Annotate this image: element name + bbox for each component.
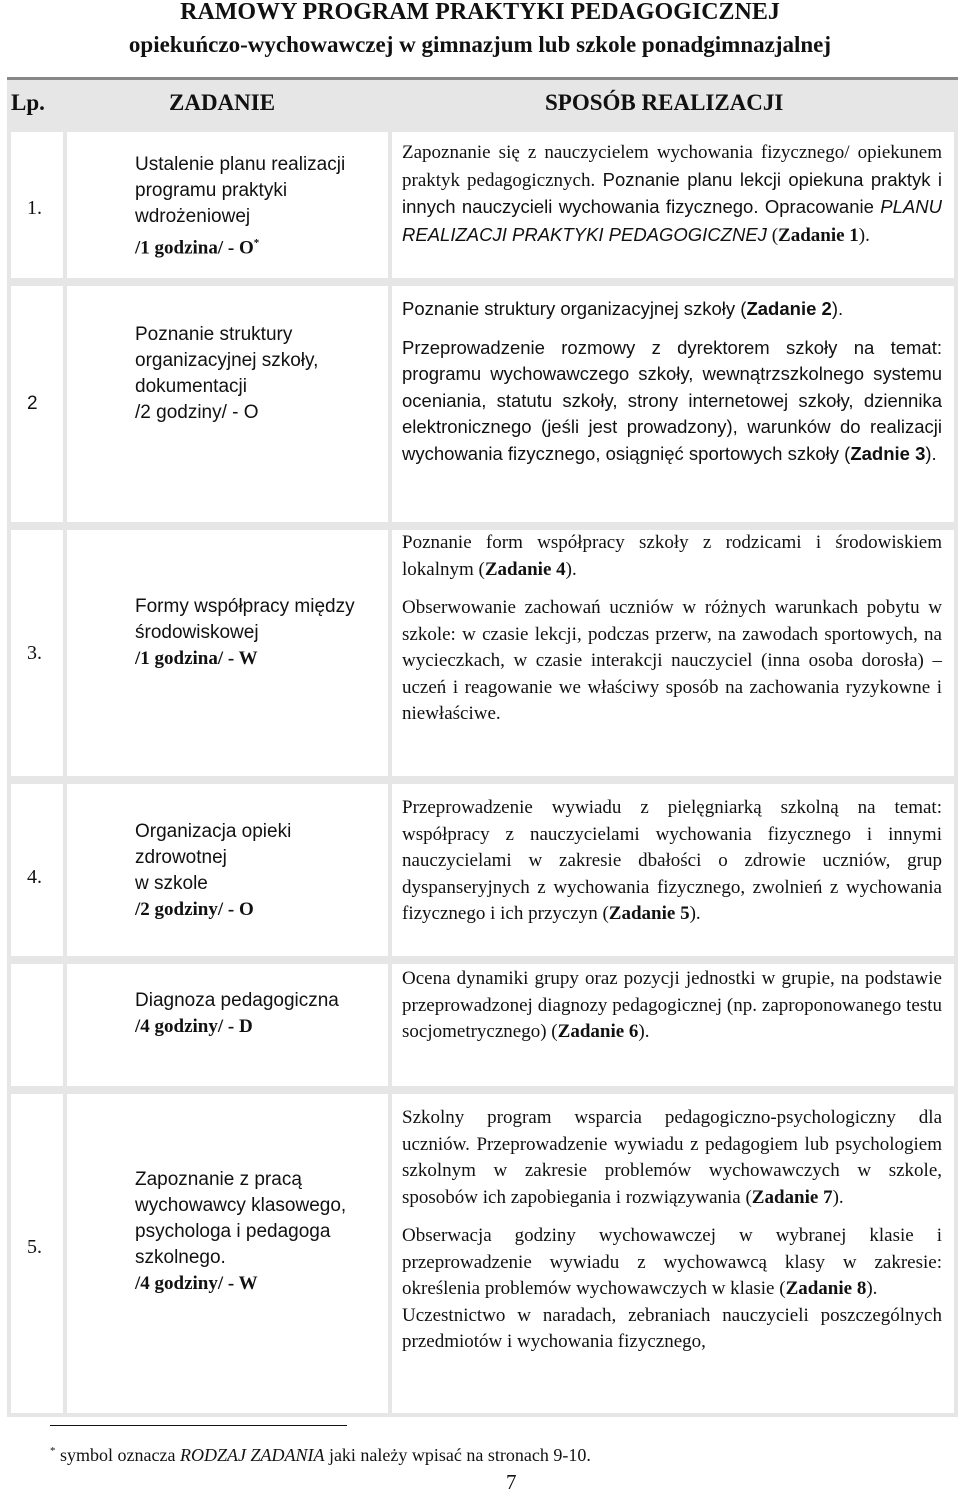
row6-task — [135, 1167, 380, 1297]
task-line: Poznanie struktury — [135, 324, 293, 345]
row1-lp: 1. — [27, 197, 42, 219]
row1-method: Zapoznanie się z nauczycielem wychowania fizycznego/ opiekunem praktyk pedagogicznych. Poznanie planu lekcji opiekuna praktyk i innych nauczycieli wychowania fizycznego. Opracowanie PLANU REALIZACJI PRAKTYKI PEDAGOGICZNEJ (Zadanie 1). — [402, 142, 943, 246]
task-line: Zapoznanie z pracą — [135, 1169, 302, 1190]
row3-lp: 3. — [27, 642, 42, 664]
row4-lp: 4. — [27, 866, 42, 888]
row4-task — [135, 819, 380, 923]
task-line: Formy współpracy między — [135, 596, 355, 617]
row2-task-cell — [67, 286, 388, 522]
header-method: SPOSÓB REALIZACJI — [545, 90, 784, 115]
row6-lp-cell — [11, 1094, 63, 1413]
row5-method-cell — [392, 964, 954, 1086]
row5-method: Ocena dynamiki grupy oraz pozycji jednostki w grupie, na podstawie przeprowadzonej diagnozy pedagogicznej (np. zaproponowanego testu socjometrycznego) (Zadanie 6). — [402, 968, 942, 1042]
header-method-cell — [390, 80, 958, 128]
header-task: ZADANIE — [169, 90, 276, 115]
footnote: * symbol oznacza RODZAJ ZADANIA jaki należy wpisać na stronach 9-10. — [50, 1445, 591, 1465]
row3-method-cell — [392, 530, 954, 776]
row3-lp-cell — [11, 530, 63, 776]
task-time: /4 godziny/ - D — [135, 1016, 253, 1037]
task-time: /4 godziny/ - W — [135, 1273, 258, 1294]
task-line: dokumentacji — [135, 376, 247, 397]
task-time: /2 godziny/ - O — [135, 899, 254, 920]
row2-lp-cell — [11, 286, 63, 522]
document-subtitle: opiekuńczo-wychowawczej w gimnazjum lub szkole ponadgimnazjalnej — [128, 32, 832, 57]
header-task-cell — [65, 80, 390, 128]
document-title: RAMOWY PROGRAM PRAKTYKI PEDAGOGICZNEJ — [180, 0, 780, 25]
row6-method: Szkolny program wsparcia pedagogiczno-psychologiczny dla uczniów. Przeprowadzenie wywiadu z pedagogiem lub psychologiem szkolnym w zakresie problemów wychowawczych w szkole, sposobów ich zapobiegania i rozwiązywania (Zadanie 7). Obserwacja godziny wychowawczej w wybranej klasie i przeprowadzenie wywiadu z wychowawcą klasy w zakresie: określenia problemów wychowawczych w klasie (Zadanie 8). Uczestnictwo w naradach, zebraniach nauczycieli poszczególnych przedmiotów i wychowania fizycznego, — [402, 1107, 942, 1352]
task-time: /1 godzina/ - W — [135, 648, 258, 669]
row2-task — [135, 322, 380, 426]
program-table — [7, 77, 958, 1417]
header-lp-cell — [7, 80, 65, 128]
row1-lp-cell — [11, 132, 63, 278]
row4-task-cell — [67, 784, 388, 956]
task-line: środowiskowej — [135, 622, 259, 643]
footnote-rule — [50, 1425, 347, 1426]
row3-task — [135, 594, 380, 672]
row6-task-cell — [67, 1094, 388, 1413]
row2-method: Poznanie struktury organizacyjnej szkoły (Zadanie 2). Przeprowadzenie rozmowy z dyrektorem szkoły na temat: programu wychowawczego szkoły, wewnątrzszkolnego systemu oceniania, statutu szkoły, strony internetowej szkoły, dziennika elektronicznego (jeśli jest prowadzony), warunków do realizacji wychowania fizycznego, osiągnięć sportowych szkoły (Zadnie 3). — [402, 298, 942, 464]
row1-method-cell — [392, 132, 954, 278]
task-line: programu praktyki — [135, 180, 288, 201]
task-line: organizacyjnej szkoły, — [135, 350, 319, 371]
row5-task-cell — [67, 964, 388, 1086]
row3-method: Poznanie form współpracy szkoły z rodzicami i środowiskiem lokalnym (Zadanie 4). Obserwowanie zachowań uczniów w różnych warunkach pobytu w szkole: w czasie lekcji, podczas przerw, na zawodach sportowych, na wycieczkach, w czasie interakcji nauczyciel (inna osoba dorosła) – uczeń i reagowanie we właściwy sposób na zachowania ryzykowne i niewłaściwe. — [402, 532, 942, 724]
task-line: Ustalenie planu realizacji — [135, 154, 346, 175]
row6-method-cell — [392, 1094, 954, 1413]
row3-task-cell — [67, 530, 388, 776]
task-time: /1 godzina/ - O* — [135, 237, 260, 259]
task-line: psychologa i pedagoga — [135, 1221, 331, 1242]
task-time: /2 godziny/ - O — [135, 402, 259, 423]
row5-lp-cell — [11, 964, 63, 1086]
row4-method: Przeprowadzenie wywiadu z pielęgniarką szkolną na temat: współpracy z nauczycielami wychowania fizycznego i innymi nauczycielami w zakresie dbałości o zdrowie uczniów, grup dyspanseryjnych z wychowania fizycznego, zwolnień z wychowania fizycznego i ich przyczyn (Zadanie 5). — [402, 797, 942, 924]
row2-method-cell — [392, 286, 954, 522]
task-line: w szkole — [135, 873, 208, 894]
header-lp: Lp. — [11, 90, 45, 115]
row2-lp: 2 — [27, 393, 38, 414]
row4-method-cell — [392, 784, 954, 956]
task-line: wychowawcy klasowego, — [135, 1195, 347, 1216]
page-number: 7 — [506, 1470, 517, 1494]
task-line: Organizacja opieki zdrowotnej — [135, 821, 292, 868]
row5-task — [135, 988, 380, 1040]
row6-lp: 5. — [27, 1236, 42, 1258]
row1-task-cell — [67, 132, 388, 278]
row1-task — [135, 152, 380, 261]
task-line: wdrożeniowej — [135, 206, 251, 227]
task-line: Diagnoza pedagogiczna — [135, 990, 339, 1011]
task-line: szkolnego. — [135, 1247, 226, 1268]
row4-lp-cell — [11, 784, 63, 956]
